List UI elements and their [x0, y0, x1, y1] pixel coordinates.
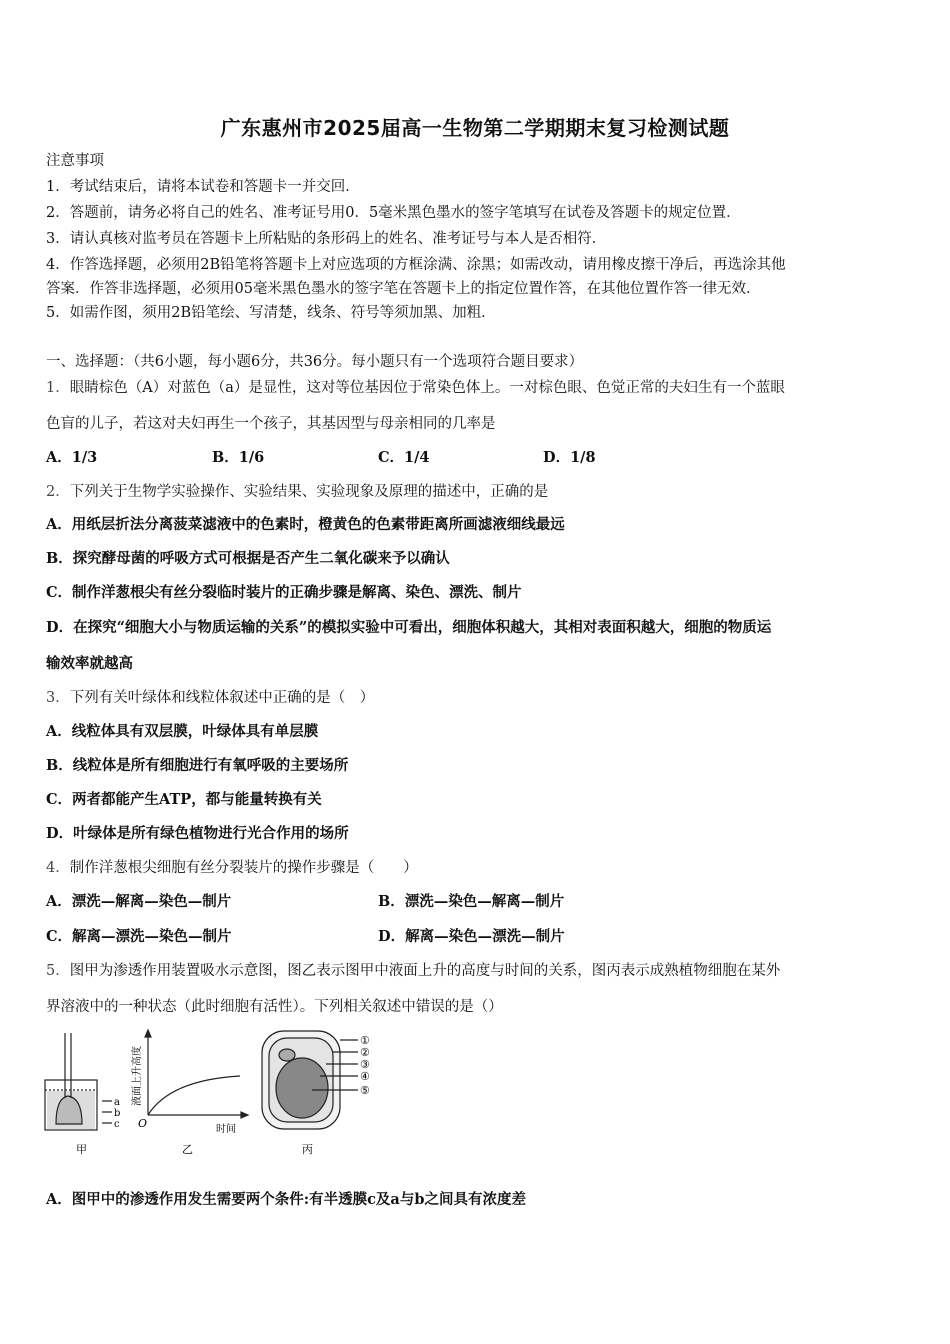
q3-option-d: D．叶绿体是所有绿色植物进行光合作用的场所 — [46, 825, 349, 842]
figure-yi — [145, 1030, 248, 1118]
section-heading: 一、选择题：（共6小题，每小题6分，共36分。每小题只有一个选项符合题目要求） — [46, 354, 584, 370]
q4-option-c: C．解离—漂洗—染色—制片 — [46, 928, 232, 945]
notice-item: 4．作答选择题，必须用2B铅笔将答题卡上对应选项的方框涂满、涂黑；如需改动，请用橡皮擦干净后，再选涂其他 — [46, 257, 786, 273]
question-number: 2． — [46, 484, 70, 500]
bing-mark-1: ① — [360, 1034, 370, 1047]
figure-jia — [45, 1033, 112, 1130]
bing-mark-4: ④ — [360, 1070, 370, 1083]
notice-item: 1．考试结束后，请将本试卷和答题卡一并交回． — [46, 179, 360, 195]
q2-option-d: D．在探究“细胞大小与物质运输的关系”的模拟实验中可看出，细胞体积越大，其相对表面积越大，细胞的物质运 — [46, 619, 772, 636]
notice-item: 5．如需作图，须用2B铅笔绘、写清楚，线条、符号等须加黑、加粗． — [46, 305, 496, 321]
question-1-stem: 1．眼睛棕色（A）对蓝色（a）是显性，这对等位基因位于常染色体上。一对棕色眼、色觉正常的夫妇生有一个蓝眼 — [46, 380, 785, 396]
q3-option-b: B．线粒体是所有细胞进行有氧呼吸的主要场所 — [46, 757, 349, 774]
q4-option-a: A．漂洗—解离—染色—制片 — [46, 893, 232, 910]
yi-origin: O — [138, 1117, 148, 1130]
jia-mark-b: b — [114, 1108, 121, 1119]
notice-item: 答案．作答非选择题，必须用05毫米黑色墨水的签字笔在答题卡上的指定位置作答，在其他位置作答一律无效． — [46, 281, 761, 297]
yi-label: 乙 — [182, 1143, 193, 1156]
question-1-stem-cont: 色盲的儿子，若这对夫妇再生一个孩子，其基因型与母亲相同的几率是 — [46, 416, 496, 432]
bing-mark-5: ⑤ — [360, 1084, 370, 1097]
q1-option-b: B．1/6 — [212, 449, 265, 466]
notice-item: 3．请认真核对监考员在答题卡上所粘贴的条形码上的姓名、准考证号与本人是否相符． — [46, 231, 607, 247]
question-2-stem: 2．下列关于生物学实验操作、实验结果、实验现象及原理的描述中，正确的是 — [46, 484, 549, 500]
yi-xlabel: 时间 — [216, 1124, 236, 1135]
question-5-stem: 5．图甲为渗透作用装置吸水示意图，图乙表示图甲中液面上升的高度与时间的关系，图丙表示成熟植物细胞在某外 — [46, 963, 781, 979]
yi-ylabel: 液面上升高度 — [132, 1046, 143, 1106]
q2-option-c: C．制作洋葱根尖有丝分裂临时装片的正确步骤是解离、染色、漂洗、制片 — [46, 584, 522, 601]
question-5-stem-cont: 界溶液中的一种状态（此时细胞有活性）。下列相关叙述中错误的是（） — [46, 999, 503, 1015]
q1-option-a: A．1/3 — [46, 449, 98, 466]
page-title: 广东惠州市2025届高一生物第二学期期末复习检测试题 — [220, 116, 730, 140]
bing-mark-3: ③ — [360, 1058, 370, 1071]
q3-option-a: A．线粒体具有双层膜，叶绿体具有单层膜 — [46, 723, 319, 740]
q1-option-d: D．1/8 — [543, 449, 596, 466]
q2-option-a: A．用纸层折法分离菠菜滤液中的色素时，橙黄色的色素带距离所画滤液细线最远 — [46, 516, 565, 533]
q2-option-d-cont: 输效率就越高 — [46, 655, 133, 672]
figure-bing — [262, 1031, 358, 1129]
question-number: 4． — [46, 860, 70, 876]
bing-label: 丙 — [302, 1143, 313, 1156]
jia-mark-c: c — [114, 1119, 120, 1130]
jia-mark-a: a — [114, 1097, 120, 1108]
notice-item: 2．答题前，请务必将自己的姓名、准考证号用0．5毫米黑色墨水的签字笔填写在试卷及答题卡的规定位置． — [46, 205, 741, 221]
question-3-stem: 3．下列有关叶绿体和线粒体叙述中正确的是（ ） — [46, 690, 375, 706]
question-number: 3． — [46, 690, 70, 706]
q4-option-d: D．解离—染色—漂洗—制片 — [378, 928, 565, 945]
q3-option-c: C．两者都能产生ATP，都与能量转换有关 — [46, 791, 322, 808]
q4-option-b: B．漂洗—染色—解离—制片 — [378, 893, 565, 910]
question-number: 1． — [46, 380, 70, 396]
osmosis-figure — [40, 1028, 400, 1158]
jia-label: 甲 — [76, 1143, 87, 1156]
q1-option-c: C．1/4 — [378, 449, 430, 466]
question-number: 5． — [46, 963, 70, 979]
q5-option-a: A．图甲中的渗透作用发生需要两个条件:有半透膜c及a与b之间具有浓度差 — [46, 1191, 526, 1208]
notice-heading: 注意事项 — [46, 153, 104, 169]
bing-mark-2: ② — [360, 1046, 370, 1059]
question-4-stem: 4．制作洋葱根尖细胞有丝分裂装片的操作步骤是（ ） — [46, 860, 418, 876]
q2-option-b: B．探究酵母菌的呼吸方式可根据是否产生二氧化碳来予以确认 — [46, 550, 450, 567]
